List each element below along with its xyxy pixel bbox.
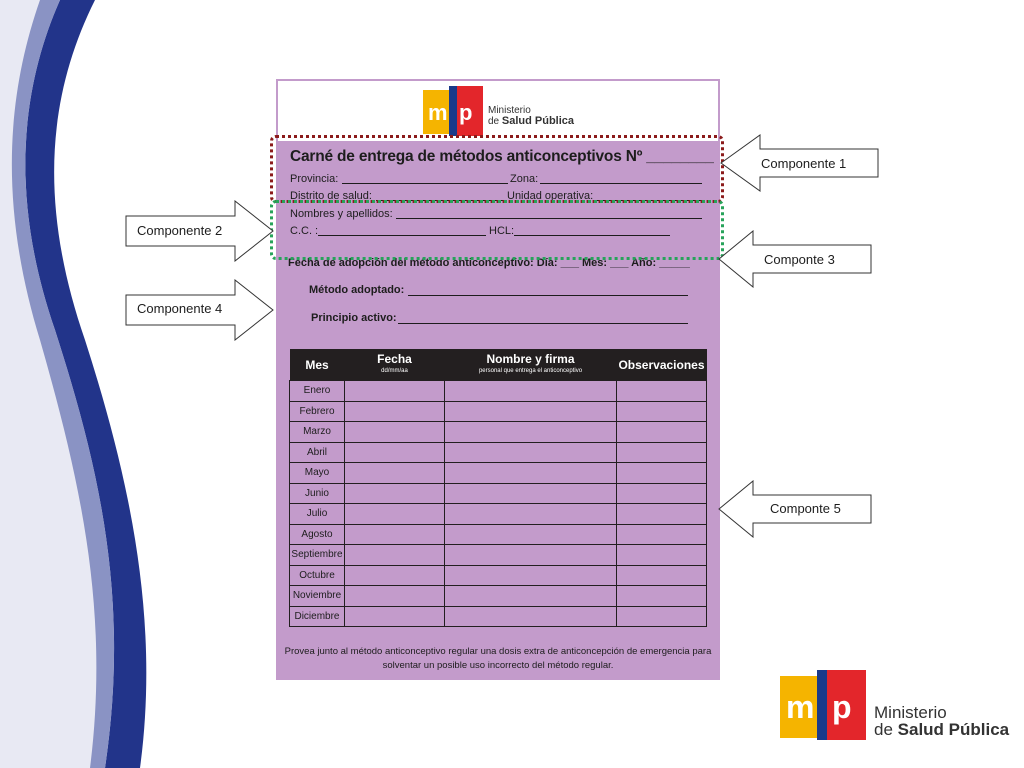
month-cell: Febrero	[290, 401, 345, 422]
table-row	[290, 586, 707, 607]
fecha-cell[interactable]	[345, 545, 445, 566]
observaciones-cell[interactable]	[617, 606, 707, 627]
month-cell: Septiembre	[290, 545, 345, 566]
observaciones-cell[interactable]	[617, 545, 707, 566]
observaciones-cell[interactable]	[617, 565, 707, 586]
observaciones-cell[interactable]	[617, 422, 707, 443]
table-row	[290, 401, 707, 422]
component-2-highlight	[270, 200, 724, 260]
observaciones-cell[interactable]	[617, 401, 707, 422]
nombre-cell[interactable]	[445, 422, 617, 443]
observaciones-cell[interactable]	[617, 504, 707, 525]
th-fecha: Fecha dd/mm/aa	[345, 349, 445, 381]
table-row	[290, 524, 707, 545]
callout-label-3: Componte 3	[764, 252, 835, 267]
card-footer-note: Provea junto al método anticonceptivo regular una dosis extra de anticoncepción de emergencia para solventar un posible uso incorrecto del método regular.	[284, 646, 712, 671]
fecha-cell[interactable]	[345, 483, 445, 504]
cc-label: C.C. :	[290, 225, 319, 237]
table-row	[290, 463, 707, 484]
svg-text:p: p	[459, 100, 473, 125]
month-cell: Marzo	[290, 422, 345, 443]
observaciones-cell[interactable]	[617, 586, 707, 607]
fecha-cell[interactable]	[345, 586, 445, 607]
principio-field[interactable]	[398, 323, 688, 324]
hcl-label: HCL:	[489, 225, 515, 237]
zona-label: Zona:	[510, 173, 539, 185]
nombre-cell[interactable]	[445, 381, 617, 402]
table-row	[290, 483, 707, 504]
nombres-label: Nombres y apellidos:	[290, 208, 393, 220]
fecha-cell[interactable]	[345, 606, 445, 627]
nombre-cell[interactable]	[445, 401, 617, 422]
decorative-swoosh	[0, 0, 170, 768]
nombre-cell[interactable]	[445, 483, 617, 504]
table-row	[290, 606, 707, 627]
observaciones-cell[interactable]	[617, 442, 707, 463]
nombre-cell[interactable]	[445, 606, 617, 627]
msp-logo-icon	[423, 86, 485, 136]
logo-large-text: Ministerio de Salud Pública	[874, 703, 1010, 739]
card-header	[278, 81, 718, 141]
svg-text:p: p	[832, 689, 852, 725]
table-row	[290, 565, 707, 586]
nombre-cell[interactable]	[445, 504, 617, 525]
observaciones-cell[interactable]	[617, 381, 707, 402]
metodo-field[interactable]	[408, 295, 688, 296]
nombre-cell[interactable]	[445, 442, 617, 463]
component-1-highlight	[270, 135, 724, 203]
month-cell: Noviembre	[290, 586, 345, 607]
nombre-cell[interactable]	[445, 524, 617, 545]
th-observaciones: Observaciones	[617, 349, 707, 381]
table-row	[290, 545, 707, 566]
callout-label-5: Componte 5	[770, 501, 841, 516]
principio-label: Principio activo:	[311, 312, 397, 324]
table-row	[290, 504, 707, 525]
month-cell: Junio	[290, 483, 345, 504]
month-cell: Abril	[290, 442, 345, 463]
nombre-cell[interactable]	[445, 545, 617, 566]
unidad-label: Unidad operativa:	[507, 190, 594, 202]
svg-text:m: m	[428, 100, 448, 125]
th-nombre: Nombre y firma personal que entrega el anticonceptivo	[445, 349, 617, 381]
table-row	[290, 381, 707, 402]
table-row	[290, 442, 707, 463]
callout-label-1: Componente 1	[761, 156, 847, 171]
fecha-cell[interactable]	[345, 381, 445, 402]
callout-label-2: Componente 2	[137, 223, 223, 238]
metodo-label: Método adoptado:	[309, 284, 405, 296]
month-cell: Julio	[290, 504, 345, 525]
delivery-table	[289, 349, 707, 627]
month-cell: Enero	[290, 381, 345, 402]
month-cell: Diciembre	[290, 606, 345, 627]
fecha-cell[interactable]	[345, 565, 445, 586]
observaciones-cell[interactable]	[617, 524, 707, 545]
observaciones-cell[interactable]	[617, 463, 707, 484]
fecha-cell[interactable]	[345, 442, 445, 463]
th-mes: Mes	[290, 349, 345, 381]
table-row	[290, 422, 707, 443]
nombre-cell[interactable]	[445, 586, 617, 607]
fecha-cell[interactable]	[345, 422, 445, 443]
fecha-cell[interactable]	[345, 463, 445, 484]
observaciones-cell[interactable]	[617, 483, 707, 504]
month-cell: Agosto	[290, 524, 345, 545]
logo-text: Ministerio de Salud Pública	[488, 105, 575, 127]
msp-logo-large-icon	[780, 670, 868, 740]
card-title: Carné de entrega de métodos anticonceptivos Nº ________	[290, 148, 714, 165]
fecha-cell[interactable]	[345, 504, 445, 525]
provincia-label: Provincia:	[290, 173, 339, 185]
svg-text:m: m	[786, 689, 815, 725]
nombre-cell[interactable]	[445, 463, 617, 484]
distrito-label: Distrito de salud:	[290, 190, 372, 202]
callout-label-4: Componente 4	[137, 301, 223, 316]
fecha-adopcion-label: Fecha de adopción del método anticonceptivo: Día: ___ Mes: ___ Año: _____	[288, 257, 690, 269]
nombre-cell[interactable]	[445, 565, 617, 586]
fecha-cell[interactable]	[345, 401, 445, 422]
month-cell: Octubre	[290, 565, 345, 586]
month-cell: Mayo	[290, 463, 345, 484]
fecha-cell[interactable]	[345, 524, 445, 545]
